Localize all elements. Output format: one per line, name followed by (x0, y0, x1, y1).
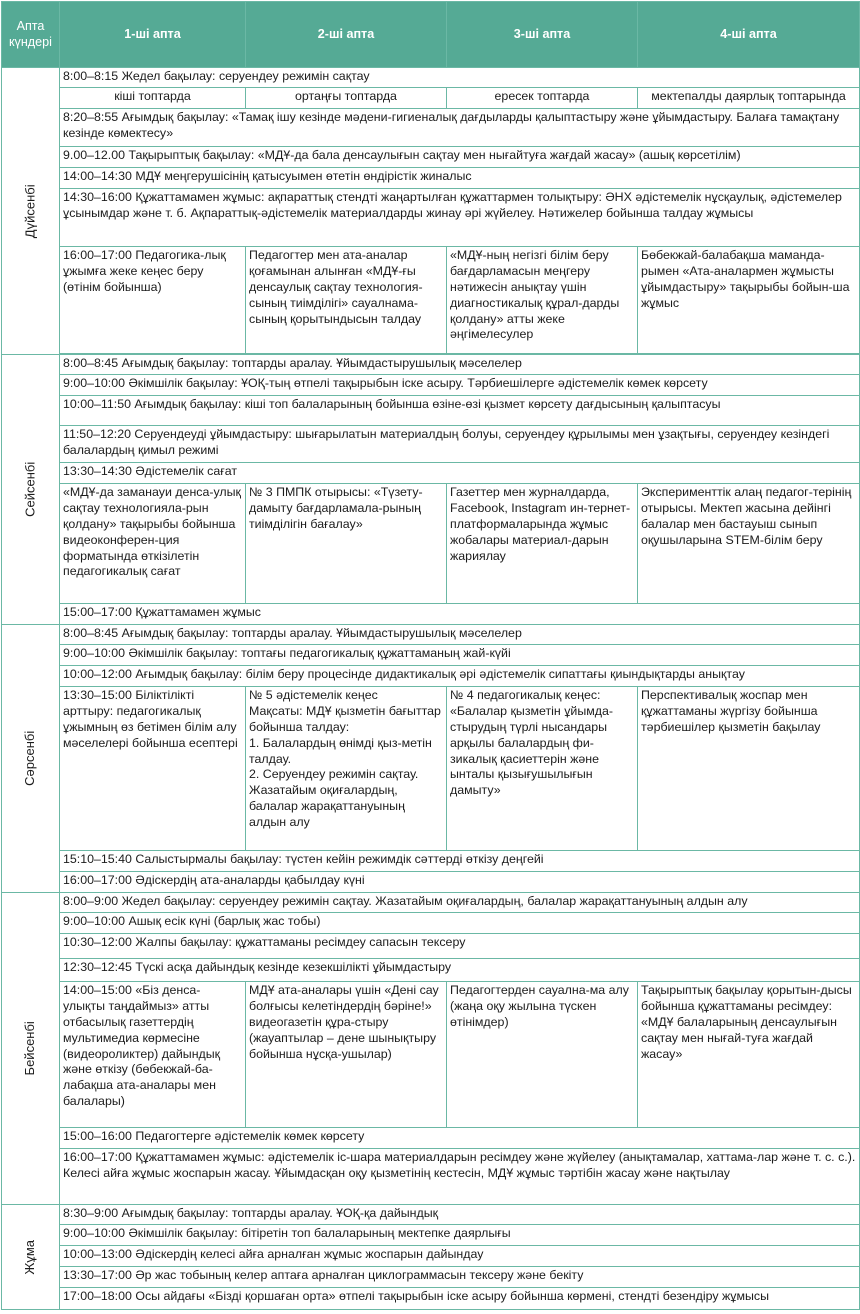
schedule-text: 15:00–16:00 Педагогтерге әдістемелік көмек көрсету (63, 1129, 365, 1143)
schedule-text: 15:00–17:00 Құжаттамамен жұмыс (63, 605, 261, 619)
week-text: № 4 педагогикалық кеңес: «Балалар қызметін ұйымда-стырудың түрлі нысандары арқылы балалардың фи-зикалық қасиеттерін және ынталы қызығушылығын дамыту» (450, 688, 613, 798)
schedule-cell (60, 396, 860, 426)
schedule-cell (60, 851, 860, 872)
day-label: Сейсенбі (22, 461, 38, 518)
header-week-1: 1-ші апта (60, 2, 246, 68)
week-cell (246, 982, 447, 1128)
day-label: Сәрсенбі (22, 730, 38, 787)
week-cell (60, 484, 246, 604)
schedule-text: 11:50–12:20 Серуендеуді ұйымдастыру: шығарылатын материалдың болуы, серуендеу құрылымы мен ұзақтығы, серуендеу кезіндегі балалардың қимыл режимі (63, 427, 830, 457)
group-label: ортаңғы топтарда (295, 89, 397, 103)
group-cell (246, 88, 447, 109)
weekly-schedule-table (1, 1, 860, 1310)
table-row (2, 1246, 860, 1267)
week-cell (447, 982, 638, 1128)
table-row (2, 88, 860, 109)
table-row (2, 1288, 860, 1310)
week-cell (447, 687, 638, 851)
schedule-cell (60, 375, 860, 396)
schedule-cell (60, 168, 860, 189)
schedule-text: 13:30–17:00 Әр жас тобының келер аптаға арналған циклограммасын тексеру және бекіту (63, 1268, 584, 1282)
table-row (2, 666, 860, 687)
table-row (2, 982, 860, 1128)
schedule-text: 10:00–13:00 Әдіскердің келесі айға арналған жұмыс жоспарын дайындау (63, 1247, 484, 1261)
schedule-cell (60, 463, 860, 484)
week-text: Бөбекжай-балабақша маманда-рымен «Ата-аналармен жұмысты ұйымдастыру» тақырыбы бойын-ша жұмыс (641, 248, 850, 310)
table-row (2, 604, 860, 625)
schedule-text: 16:00–17:00 Әдіскердің ата-аналарды қабылдау күні (63, 873, 365, 887)
week-cell (246, 687, 447, 851)
week-text: Педагогтерден сауална-ма алу (жаңа оқу жылына түскен өтінімдер) (450, 983, 629, 1029)
schedule-cell (60, 355, 860, 375)
schedule-cell (60, 959, 860, 982)
schedule-cell (60, 1267, 860, 1288)
schedule-text: 9:00–10:00 Ашық есік күні (барлық жас тобы) (63, 914, 321, 928)
table-row (2, 1149, 860, 1205)
schedule-cell (60, 872, 860, 893)
schedule-text: 8:00–8:15 Жедел бақылау: серуендеу режимін сақтау (63, 69, 370, 83)
table-row (2, 625, 860, 645)
schedule-cell (60, 1288, 860, 1310)
schedule-text: 9:00–10:00 Әкімшілік бақылау: топтағы педагогикалық құжаттаманың жай-күйі (63, 646, 511, 660)
table-row (2, 959, 860, 982)
week-text: 16:00–17:00 Педагогика-лық ұжымға жеке кеңес беру (өтінім бойынша) (63, 248, 226, 294)
group-cell (638, 88, 860, 109)
schedule-cell (60, 666, 860, 687)
table-row (2, 168, 860, 189)
schedule-text: 15:10–15:40 Салыстырмалы бақылау: түстен кейін режимдік сәттерді өткізу деңгейі (63, 852, 544, 866)
table-row (2, 934, 860, 959)
week-cell (638, 247, 860, 354)
week-text: «МДҰ-ның негізгі білім беру бағдарламасын меңгеру нәтижесін анықтау үшін диагностикалық құрал-дарды қолдану» атты жеке әңгімелесулер (450, 248, 620, 342)
group-label: кіші топтарда (114, 89, 191, 103)
schedule-cell (60, 1225, 860, 1246)
schedule-cell (60, 645, 860, 666)
week-cell (638, 484, 860, 604)
table-row (2, 375, 860, 396)
week-text: 13:30–15:00 Біліктілікті арттыру: педагогикалық ұжымның өз бетімен білім алу мәселелері бойынша есептері (63, 688, 238, 750)
schedule-text: 9.00–12.00 Тақырыптық бақылау: «МДҰ-да бала денсаулығын сақтау мен нығайтуға жағдай жасау» (ашық көрсетілім) (63, 148, 741, 162)
table-row (2, 872, 860, 893)
schedule-cell (60, 604, 860, 625)
day-cell-tuesday (2, 355, 60, 625)
group-label: мектепалды даярлық топтарында (651, 89, 846, 103)
schedule-cell (60, 189, 860, 247)
table-row (2, 189, 860, 247)
table-row (2, 109, 860, 147)
schedule-cell (60, 913, 860, 934)
schedule-text: 14:00–14:30 МДҰ меңгерушісінің қатысуымен өтетін өндірістік жиналыс (63, 169, 472, 183)
week-cell (638, 687, 860, 851)
week-cell (60, 247, 246, 354)
table-row (2, 247, 860, 354)
schedule-text: 8:00–8:45 Ағымдық бақылау: топтарды аралау. Ұйымдастырушылық мәселелер (63, 356, 522, 370)
schedule-text: 8:20–8:55 Ағымдық бақылау: «Тамақ ішу кезінде мәдени-гигиеналық дағдыларды қалыптастыру және ұйымдастыру. Балаға тамақтану кезінде көмектесу» (63, 110, 840, 140)
table-row (2, 893, 860, 913)
schedule-text: 16:00–17:00 Құжаттамамен жұмыс: әдістемелік іс-шара материалдарын ресімдеу және жүйелеу (анықтамалар, хаттама-лар және т. с. с.). Келесі айға жұмыс жоспарын жасау. Ұйымдасқан оқу қызметінің кестесін, МДҰ жұмыс тәртібін жасау және нақтылау (63, 1150, 856, 1180)
schedule-text: 8:00–9:00 Жедел бақылау: серуендеу режимін сақтау. Жазатайым оқиғалардың, балалар жарақаттануының алдын алу (63, 894, 748, 908)
day-label: Бейсенбі (22, 1021, 38, 1076)
schedule-cell (60, 109, 860, 147)
schedule-text: 10:00–11:50 Ағымдық бақылау: кіші топ балаларының бойынша өзіне-өзі қызмет көрсету дағдысының қалыптасуы (63, 397, 721, 411)
week-cell (246, 484, 447, 604)
week-cell (638, 982, 860, 1128)
table-row (2, 396, 860, 426)
schedule-cell (60, 1205, 860, 1225)
table-row (2, 426, 860, 463)
day-label: Дүйсенбі (22, 184, 38, 238)
header-week-2: 2-ші апта (246, 2, 447, 68)
schedule-text: 13:30–14:30 Әдістемелік сағат (63, 464, 238, 478)
week-text: МДҰ ата-аналары үшін «Дені сау болғысы келетіндердің бәріне!» видеогазетін құра-стыру (жауаптылар – дене шынықтыру бойынша нұсқа-ушылар) (249, 983, 439, 1061)
table-row (2, 913, 860, 934)
week-text: Тақырыптық бақылау қорытын-дысы бойынша құжаттаманы ресімдеу: «МДҰ балаларының денсаулығын сақтау мен нығай-туға жағдай жасау» (641, 983, 852, 1061)
schedule-cell (60, 893, 860, 913)
schedule-text: 12:30–12:45 Түскі асқа дайындық кезінде кезекшілікті ұйымдастыру (63, 960, 452, 974)
table-row (2, 1128, 860, 1149)
header-week-4: 4-ші апта (638, 2, 860, 68)
header-row (2, 2, 860, 68)
week-text: 14:00–15:00 «Біз денса-улықты таңдаймыз» атты отбасылық газеттердің мультимедиа көрмесіне (видеороликтер) дайындық және өткізу (бөбекжай-ба-лабақша ата-аналары мен балалары) (63, 983, 221, 1109)
schedule-cell (60, 68, 860, 88)
schedule-cell (60, 1149, 860, 1205)
schedule-cell (60, 934, 860, 959)
table-row (2, 645, 860, 666)
table-row (2, 851, 860, 872)
week-cell (246, 247, 447, 354)
group-label: ересек топтарда (494, 89, 590, 103)
table-row (2, 687, 860, 851)
header-day-column: Апта күндері (2, 2, 60, 68)
schedule-text: 17:00–18:00 Осы айдағы «Бізді қоршаған орта» өтпелі тақырыбын іске асыру бойынша көрмені, стендті безендіру жұмысы (63, 1289, 770, 1303)
group-cell (60, 88, 246, 109)
schedule-cell (60, 1246, 860, 1267)
schedule-text: 14:30–16:00 Құжаттамамен жұмыс: ақпараттық стендті жаңартылған құжаттармен толықтыру: ӘНХ әдістемелік нұсқаулық, әдістемелер ұсынымдар және т. б. Ақпараттық-әдістемелік материалдарды жинау әрі жүйелеу. Нәтижелер бойынша талдау жұмысы (63, 190, 842, 220)
table-row (2, 1205, 860, 1225)
schedule-text: 8:00–8:45 Ағымдық бақылау: топтарды аралау. Ұйымдастырушылық мәселелер (63, 626, 522, 640)
day-cell-wednesday (2, 625, 60, 893)
week-text: № 5 әдістемелік кеңес Мақсаты: МДҰ қызметін бағыттар бойынша талдау: 1. Балалардың өнімді қыз-метін талдау. 2. Серуендеу режимін сақтау. Жазатайым оқиғалардың, балалар жарақаттануының алдын алу (249, 688, 441, 829)
week-text: Перспективалық жоспар мен құжаттаманы жүргізу бойынша тәрбиешілер қызметін бақылау (641, 688, 821, 734)
table-row (2, 1267, 860, 1288)
week-cell (447, 484, 638, 604)
schedule-text: 10:00–12:00 Ағымдық бақылау: білім беру процесінде дидактикалық әрі әдістемелік сипаттағы қиындықтарды анықтау (63, 667, 745, 681)
schedule-cell (60, 147, 860, 168)
table-row (2, 68, 860, 88)
table-row (2, 355, 860, 375)
schedule-text: 9:00–10:00 Әкімшілік бақылау: ҰОҚ-тың өтпелі тақырыбын іске асыру. Тәрбиешілерге әдістемелік көмек көрсету (63, 376, 708, 390)
schedule-text: 10:30–12:00 Жалпы бақылау: құжаттаманы ресімдеу сапасын тексеру (63, 935, 466, 949)
header-week-3: 3-ші апта (447, 2, 638, 68)
table-row (2, 484, 860, 604)
week-text: № 3 ПМПК отырысы: «Түзету-дамыту бағдарламала-рының тиімділігін бағалау» (249, 485, 423, 531)
week-text: Педагогтер мен ата-аналар қоғамынан алынған «МДҰ-ғы денсаулық сақтау технология-сының тиімділігі» сауалнама-сының қорытындысын талдау (249, 248, 423, 326)
schedule-cell (60, 625, 860, 645)
group-cell (447, 88, 638, 109)
schedule-cell (60, 1128, 860, 1149)
week-cell (60, 982, 246, 1128)
schedule-text: 8:30–9:00 Ағымдық бақылау: топтарды аралау. ҰОҚ-қа дайындық (63, 1206, 439, 1220)
day-label: Жұма (22, 1239, 38, 1275)
day-cell-friday (2, 1205, 60, 1310)
table-row (2, 147, 860, 168)
week-cell (60, 687, 246, 851)
schedule-text: 9:00–10:00 Әкімшілік бақылау: бітіретін топ балаларының мектепке даярлығы (63, 1226, 511, 1240)
table-row (2, 463, 860, 484)
day-cell-thursday (2, 893, 60, 1205)
week-text: Эксперименттік алаң педагог-терінің отырысы. Мектеп жасына дейінгі балалар мен бастауыш сынып оқушыларына STEM-білім беру (641, 485, 852, 547)
week-text: «МДҰ-да заманауи денса-улық сақтау технологияла-рын қолдану» тақырыбы бойынша видеоконферен-ция форматында өткізілетін педагогикалық сағат (63, 485, 241, 579)
day-cell-monday (2, 68, 60, 355)
week-text: Газеттер мен журналдарда, Facebook, Instagram ин-тернет-платформаларында жұмыс жобалары материал-дарын жариялау (450, 485, 631, 563)
schedule-cell (60, 426, 860, 463)
week-cell (447, 247, 638, 354)
table-row (2, 1225, 860, 1246)
